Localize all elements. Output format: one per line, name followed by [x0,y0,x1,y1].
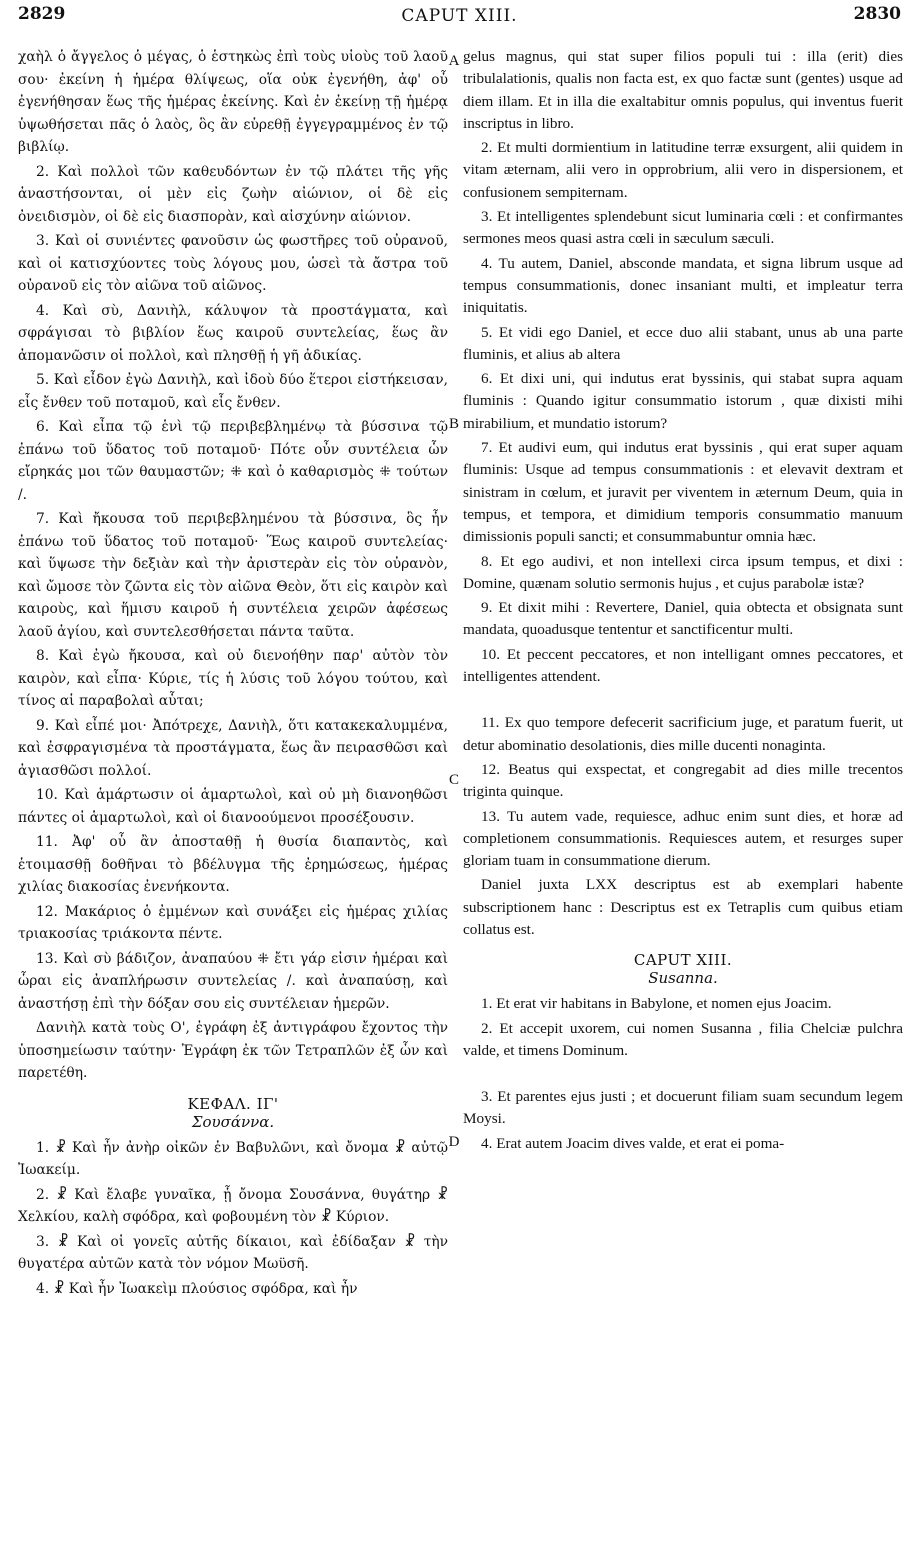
latin-paragraph: 1. Et erat vir habitans in Babylone, et nomen ejus Joacim. [481,995,832,1013]
page-header [18,4,901,34]
greek-paragraph: 1. ☧ Καὶ ἦν ἀνὴρ οἰκῶν ἐν Βαβυλῶνι, καὶ ὄνομα ☧ αὐτῷ Ἰωακείμ. [18,1139,448,1178]
latin-chapter-title: CAPUT XIII. [633,951,733,970]
latin-paragraph: 5. Et vidi ego Daniel, et ecce duo alii stabant, unus ab una parte fluminis, et alius ab altera [463,323,903,363]
greek-chapter-title: ΚΕΦΑΛ. ΙΓ' [187,1094,279,1113]
latin-paragraph: 6. Et dixi uni, qui indutus erat byssinis, qui stabat supra aquam fluminis : Quando igitur consummatio istorum , quæ dixisti mihi mirabilium, et mundatio istorum? [463,370,903,432]
latin-paragraph: 11. Ex quo tempore defecerit sacrificium juge, et paratum fuerit, ut detur abominatio desolationis, dies mille ducenti nonaginta. [463,714,903,754]
latin-column [463,46,903,1157]
margin-marker-b: B [448,416,459,432]
right-page-number: 2830 [853,4,901,24]
latin-paragraph: 13. Tu autem vade, requiesce, adhuc enim sunt dies, et horæ ad completionem consummationis. Requiesces autem, et resurges super gloriam tuam in consummatione dierum. [463,807,903,870]
margin-marker-d: D [448,1134,460,1150]
greek-paragraph: 9. Καὶ εἶπέ μοι· Ἀπότρεχε, Δανιὴλ, ὅτι κατακεκαλυμμένα, καὶ ἐσφραγισμένα τὰ προστάγματα, ἕως ἂν πειρασθῶσι καὶ ἁγιασθῶσι πολλοί. [18,717,448,779]
latin-paragraph: 7. Et audivi eum, qui indutus erat byssinis , qui erat super aquam fluminis: Usque ad tempus consummationis : et elevavit dextram et sinistram in cœlum, et juravit per viventem in æternum Deum, quia in tempus, et tempora, et dimidium temporis consummatio manuum dimissionis populi sancti; et consummabuntur omnia hæc. [463,439,903,546]
greek-paragraph: 6. Καὶ εἶπα τῷ ἑνὶ τῷ περιβεβλημένῳ τὰ βύσσινα τῷ ἐπάνω τοῦ ὕδατος τοῦ ποταμοῦ· Πότε οὖν συντέλεια ὧν εἴρηκάς μοι τῶν θαυμαστῶν; ⁜ καὶ ὁ καθαρισμὸς ⁜ τούτων /. [18,419,448,503]
greek-paragraph: 3. ☧ Καὶ οἱ γονεῖς αὐτῆς δίκαιοι, καὶ ἐδίδαξαν ☧ τὴν θυγατέρα αὐτῶν κατὰ τὸν νόμον Μωϋσῆ. [18,1233,448,1272]
latin-paragraph: 2. Et multi dormientium in latitudine terræ exsurgent, alii quidem in vitam æternam, alii vero in opprobrium, alii vero in dispersionem, et confusionem sempiternam. [463,139,903,201]
latin-paragraph: gelus magnus, qui stat super filios populi tui : illa (erit) dies tribulalationis, qualis non facta est, ex quo factæ sunt (gentes) usque ad diem illam. Et in illa die exaltabitur omnis populus, qui inventus fuerit inscriptus in libro. [463,48,903,132]
greek-column [18,46,448,1302]
latin-paragraph: 2. Et accepit uxorem, cui nomen Susanna , filia Chelciæ pulchra valde, et timens Dominum. [463,1019,903,1059]
greek-paragraph: 7. Καὶ ἤκουσα τοῦ περιβεβλημένου τὰ βύσσινα, ὃς ἦν ἐπάνω τοῦ ὕδατος τοῦ ποταμοῦ· Ἕως καιροῦ συντελείας· καὶ ὕψωσε τὴν δεξιὰν καὶ τὴν ἀριστερὰν εἰς τὸν οὐρανὸν, καὶ ὤμοσε τὸν ζῶντα εἰς τὸν αἰῶνα Θεὸν, ὅτι εἰς καιρὸν καὶ καιροὺς, καὶ ἥμισυ καιροῦ ἡ συντέλεια χειρῶν ἀφέσεως λαοῦ ἁγίου, καὶ συντελεσθήσεται πάντα ταῦτα. [18,511,448,640]
margin-marker-a: A [448,53,460,69]
greek-paragraph: 5. Καὶ εἶδον ἐγὼ Δανιὴλ, καὶ ἰδοὺ δύο ἕτεροι εἱστήκεισαν, εἷς ἔνθεν τοῦ ποταμοῦ, καὶ εἷς ἔνθεν. [18,372,448,411]
greek-chapter-subtitle: Σουσάννα. [191,1112,275,1131]
latin-subscription: Daniel juxta LXX descriptus est ab exemplari habente subscriptionem hanc : Descriptus est ex Tetraplis cum quibus etiam collatus est. [463,876,903,938]
greek-paragraph: 2. ☧ Καὶ ἔλαβε γυναῖκα, ᾗ ὄνομα Σουσάννα, θυγάτηρ ☧ Χελκίου, καλὴ σφόδρα, καὶ φοβουμένη τὸν ☧ Κύριον. [18,1186,448,1225]
latin-chapter-subtitle: Susanna. [648,969,718,988]
latin-paragraph: 10. Et peccent peccatores, et non intelligant omnes peccatores, et intelligentes attendent. [463,645,903,686]
latin-paragraph: 12. Beatus qui exspectat, et congregabit ad dies mille trecentos triginta quinque. [463,760,903,801]
latin-paragraph: 4. Erat autem Joacim dives valde, et erat ei poma- [481,1134,785,1152]
left-page-number: 2829 [18,4,66,24]
latin-paragraph: 9. Et dixit mihi : Revertere, Daniel, quia obtecta et obsignata sunt mandata, quoadusque tententur et sanctificentur multi. [463,599,903,639]
greek-paragraph: 13. Καὶ σὺ βάδιζον, ἀναπαύου ⁜ ἔτι γάρ εἰσιν ἡμέραι καὶ ὧραι εἰς ἀναπλήρωσιν συντελείας /. καὶ ἀναπαύσῃ, καὶ ἀναστήσῃ ἐπὶ τὴν δόξαν σου εἰς συντέλειαν ἡμερῶν. [18,950,448,1012]
greek-subscription: Δανιὴλ κατὰ τοὺς Ο', ἐγράφη ἐξ ἀντιγράφου ἔχοντος τὴν ὑποσημείωσιν ταύτην· Ἐγράφη ἐκ τῶν Τετραπλῶν ἐξ ὧν καὶ παρετέθη. [18,1020,448,1081]
greek-paragraph: 4. Καὶ σὺ, Δανιὴλ, κάλυψον τὰ προστάγματα, καὶ σφράγισαι τὸ βιβλίον ἕως καιροῦ συντελείας, ἕως ἂν ἀπομανῶσιν οἱ πολλοὶ, καὶ πλησθῇ ἡ γῆ ἀδικίας. [18,302,448,364]
margin-marker-c: C [448,772,459,788]
greek-paragraph: 8. Καὶ ἐγὼ ἤκουσα, καὶ οὐ διενοήθην παρ' αὐτὸν τὸν καιρὸν, καὶ εἶπα· Κύριε, τίς ἡ λύσις τοῦ λόγου τούτου, καὶ τίνος αἱ παραβολαὶ αὗται; [18,648,448,709]
greek-paragraph: χαὴλ ὁ ἄγγελος ὁ μέγας, ὁ ἑστηκὼς ἐπὶ τοὺς υἱοὺς τοῦ λαοῦ σου· ἐκείνη ἡ ἡμέρα θλίψεως, οἵα οὐκ ἐγενήθη, ἀφ' οὗ ἐγενήθησαν ἕως τῆς ἡμέρας ἐκείνης. Καὶ ἐν ἐκείνῃ τῇ ἡμέρᾳ ὑψωθήσεται πᾶς ὁ λαὸς, ὃς ἂν εὑρεθῇ ἐγγεγραμμένος ἐν τῷ βιβλίῳ. [18,49,448,155]
greek-paragraph: 2. Καὶ πολλοὶ τῶν καθευδόντων ἐν τῷ πλάτει τῆς γῆς ἀναστήσονται, οἱ μὲν εἰς ζωὴν αἰώνιον, οἱ δὲ εἰς ὀνειδισμὸν, οἱ δὲ εἰς διασπορὰν, καὶ αἰσχύνην αἰώνιον. [18,163,448,225]
greek-paragraph: 11. Ἀφ' οὗ ἂν ἀποσταθῇ ἡ θυσία διαπαντὸς, καὶ ἑτοιμασθῇ δοθῆναι τὸ βδέλυγμα τῆς ἐρημώσεως, ἡμέρας χιλίας διακοσίας ἐνενήκοντα. [18,834,448,895]
greek-paragraph: 4. ☧ Καὶ ἦν Ἰωακεὶμ πλούσιος σφόδρα, καὶ ἦν [36,1280,358,1297]
greek-paragraph: 3. Καὶ οἱ συνιέντες φανοῦσιν ὡς φωστῆρες τοῦ οὐρανοῦ, καὶ οἱ κατισχύοντες τοὺς λόγους μου, ὡσεὶ τὰ ἄστρα τοῦ οὐρανοῦ εἰς τὸν αἰῶνα τοῦ αἰῶνος. [18,233,448,294]
greek-paragraph: 10. Καὶ ἁμάρτωσιν οἱ ἁμαρτωλοὶ, καὶ οὐ μὴ διανοηθῶσι πάντες οἱ ἁμαρτωλοὶ, καὶ οἱ διανοούμενοι προσέξουσιν. [18,787,448,826]
latin-paragraph: 3. Et parentes ejus justi ; et docuerunt filiam suam secundum legem Moysi. [463,1088,903,1128]
latin-paragraph: 8. Et ego audivi, et non intellexi circa ipsum tempus, et dixi : Domine, quænam solutio sermonis hujus , et cujus parabolæ istæ? [463,552,903,592]
running-title: CAPUT XIII. [401,6,518,26]
latin-paragraph: 3. Et intelligentes splendebunt sicut luminaria cœli : et confirmantes sermones meos quasi astra cœli in sæculum sæculi. [463,208,903,248]
latin-paragraph: 4. Tu autem, Daniel, absconde mandata, et signa librum usque ad tempus consummationis, donec insaniant multi, et impleatur terra iniquitatis. [463,254,903,317]
greek-paragraph: 12. Μακάριος ὁ ἐμμένων καὶ συνάξει εἰς ἡμέρας χιλίας τριακοσίας τριάκοντα πέντε. [18,903,448,942]
